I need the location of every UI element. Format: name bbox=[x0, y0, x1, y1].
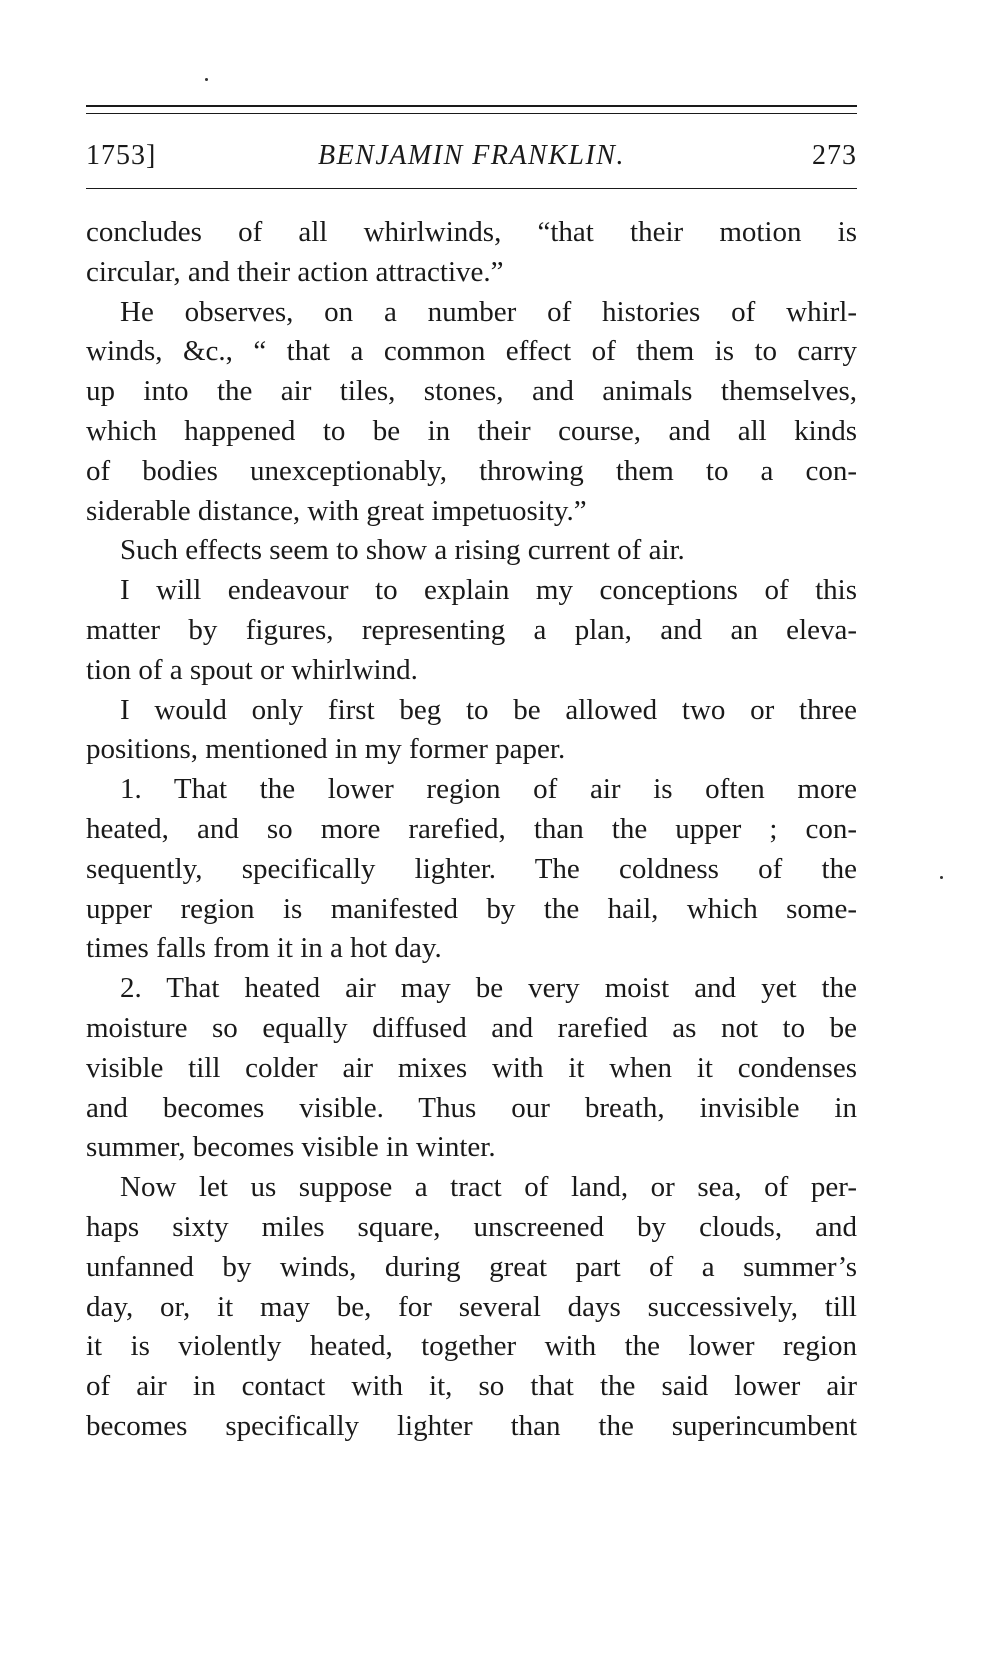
text-line: 1. That the lower region of air is often more bbox=[120, 773, 857, 806]
text-line: matter by figures, representing a plan, and an eleva- bbox=[86, 613, 857, 646]
text-line: heated, and so more rarefied, than the upper ; con- bbox=[86, 812, 857, 845]
running-head bbox=[86, 140, 857, 180]
body-text bbox=[86, 213, 857, 1447]
top-rule-thin bbox=[86, 113, 857, 114]
header-rule bbox=[86, 188, 857, 189]
text-line: becomes specifically lighter than the superincumbent bbox=[86, 1409, 857, 1442]
page-speck bbox=[940, 876, 943, 879]
text-line: tion of a spout or whirlwind. bbox=[86, 653, 418, 686]
text-line: positions, mentioned in my former paper. bbox=[86, 733, 566, 766]
text-line: times falls from it in a hot day. bbox=[86, 932, 442, 965]
text-line: and becomes visible. Thus our breath, invisible in bbox=[86, 1091, 857, 1124]
text-line: Now let us suppose a tract of land, or sea, of per- bbox=[120, 1171, 857, 1204]
text-line: unfanned by winds, during great part of a summer’s bbox=[86, 1250, 857, 1283]
text-line: haps sixty miles square, unscreened by clouds, and bbox=[86, 1210, 857, 1243]
text-line: circular, and their action attractive.” bbox=[86, 255, 504, 288]
page-speck bbox=[205, 78, 208, 81]
text-line: I will endeavour to explain my conceptions of this bbox=[120, 574, 857, 607]
text-line: concludes of all whirlwinds, “that their motion is bbox=[86, 216, 857, 248]
text-line: 2. That heated air may be very moist and yet the bbox=[120, 972, 857, 1005]
text-line: visible till colder air mixes with it when it condenses bbox=[86, 1051, 857, 1084]
text-line: of bodies unexceptionably, throwing them to a con- bbox=[86, 454, 857, 487]
text-line: I would only first beg to be allowed two or three bbox=[120, 693, 857, 726]
top-rule bbox=[86, 105, 857, 107]
text-line: day, or, it may be, for several days successively, till bbox=[86, 1290, 857, 1323]
text-line: up into the air tiles, stones, and animals themselves, bbox=[86, 375, 857, 408]
page-number: 273 bbox=[812, 140, 857, 171]
text-line: which happened to be in their course, and all kinds bbox=[86, 414, 857, 447]
running-head-year: 1753] bbox=[86, 140, 157, 171]
text-line: winds, &c., “ that a common effect of them is to carry bbox=[86, 335, 857, 368]
text-line: upper region is manifested by the hail, which some- bbox=[86, 892, 857, 925]
text-line: it is violently heated, together with the lower region bbox=[86, 1330, 857, 1363]
text-line: siderable distance, with great impetuosity.” bbox=[86, 494, 587, 527]
text-line: of air in contact with it, so that the said lower air bbox=[86, 1370, 857, 1403]
text-line: summer, becomes visible in winter. bbox=[86, 1131, 496, 1164]
text-line: sequently, specifically lighter. The coldness of the bbox=[86, 852, 857, 885]
text-line: He observes, on a number of histories of whirl- bbox=[120, 295, 857, 328]
text-line: Such effects seem to show a rising current of air. bbox=[120, 534, 685, 567]
running-head-title: BENJAMIN FRANKLIN. bbox=[318, 140, 625, 171]
text-line: moisture so equally diffused and rarefied as not to be bbox=[86, 1011, 857, 1044]
